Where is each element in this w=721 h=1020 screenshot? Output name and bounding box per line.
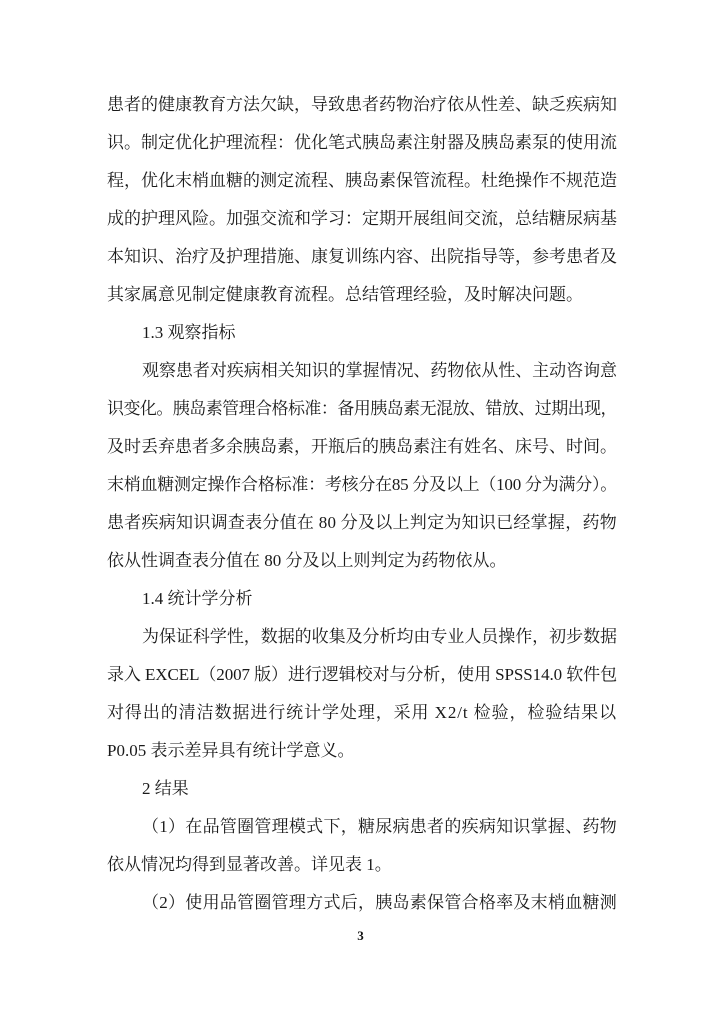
text-line-content: 患者疾病知识调查表分值在 80 分及以上判定为知识已经掌握，药物 <box>107 513 617 532</box>
text-line <box>107 884 617 922</box>
text-line <box>107 162 617 200</box>
text-line <box>107 428 617 466</box>
text-line <box>107 694 617 732</box>
text-line <box>107 466 617 504</box>
text-line <box>107 656 617 694</box>
text-line-content: （1）在品管圈管理模式下，糖尿病患者的疾病知识掌握、药物 <box>142 817 617 836</box>
text-line <box>107 618 617 656</box>
text-line <box>107 504 617 542</box>
text-line-content: 患者的健康教育方法欠缺，导致患者药物治疗依从性差、缺乏疾病知 <box>107 95 617 114</box>
text-line-content: （2）使用品管圈管理方式后，胰岛素保管合格率及末梢血糖测 <box>142 893 617 912</box>
text-line-content: P0.05 表示差异具有统计学意义。 <box>107 741 355 760</box>
text-line-content: 依从性调查表分值在 80 分及以上则判定为药物依从。 <box>107 551 507 570</box>
text-line-content: 对得出的清洁数据进行统计学处理，采用 X2/t 检验，检验结果以 <box>107 703 617 722</box>
text-line <box>107 352 617 390</box>
text-line-content: 成的护理风险。加强交流和学习：定期开展组间交流，总结糖尿病基 <box>107 209 617 228</box>
text-line-content: 1.4 统计学分析 <box>142 589 253 608</box>
text-line-content: 程，优化末梢血糖的测定流程、胰岛素保管流程。杜绝操作不规范造 <box>107 171 617 190</box>
document-body <box>107 86 617 922</box>
text-line <box>107 808 617 846</box>
text-line-content: 其家属意见制定健康教育流程。总结管理经验，及时解决问题。 <box>107 285 583 304</box>
section-heading <box>107 314 617 352</box>
page-number: 3 <box>357 928 364 943</box>
text-line <box>107 86 617 124</box>
text-line-content: 为保证科学性，数据的收集及分析均由专业人员操作，初步数据 <box>142 627 617 646</box>
text-line <box>107 276 617 314</box>
section-heading <box>107 770 617 808</box>
text-line-content: 识变化。胰岛素管理合格标准：备用胰岛素无混放、错放、过期出现， <box>107 399 617 418</box>
text-line-content: 1.3 观察指标 <box>142 323 236 342</box>
text-line-content: 观察患者对疾病相关知识的掌握情况、药物依从性、主动咨询意 <box>142 361 617 380</box>
section-heading <box>107 580 617 618</box>
text-line <box>107 238 617 276</box>
text-line-content: 录入 EXCEL（2007 版）进行逻辑校对与分析，使用 SPSS14.0 软件包 <box>107 665 617 684</box>
text-line <box>107 846 617 884</box>
text-line-content: 及时丢弃患者多余胰岛素，开瓶后的胰岛素注有姓名、床号、时间。 <box>107 437 617 456</box>
text-line <box>107 200 617 238</box>
text-line <box>107 542 617 580</box>
text-line-content: 末梢血糖测定操作合格标准：考核分在85 分及以上（100 分为满分）。 <box>107 475 617 494</box>
text-line-content: 识。制定优化护理流程：优化笔式胰岛素注射器及胰岛素泵的使用流 <box>107 133 617 152</box>
text-line <box>107 390 617 428</box>
text-line-content: 本知识、治疗及护理措施、康复训练内容、出院指导等，参考患者及 <box>107 247 617 266</box>
text-line <box>107 124 617 162</box>
text-line <box>107 732 617 770</box>
text-line-content: 2 结果 <box>142 779 189 798</box>
text-line-content: 依从情况均得到显著改善。详见表 1。 <box>107 855 392 874</box>
